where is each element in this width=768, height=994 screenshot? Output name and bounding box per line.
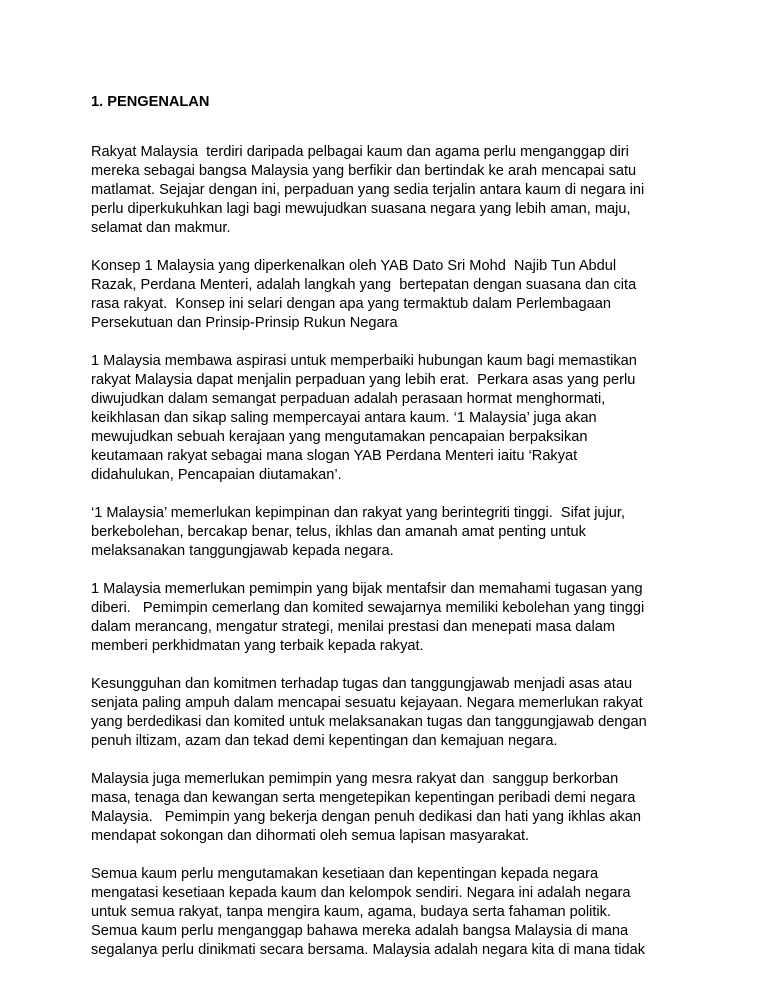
text-line: perlu diperkukuhkan lagi bagi mewujudkan suasana negara yang lebih aman, maju, [91, 201, 631, 217]
text-line: Kesungguhan dan komitmen terhadap tugas dan tanggungjawab menjadi asas atau [91, 676, 633, 692]
text-line: matlamat. Sejajar dengan ini, perpaduan yang sedia terjalin antara kaum di negara ini [91, 182, 645, 198]
paragraph-1 [91, 143, 691, 238]
paragraph-6 [91, 675, 691, 751]
paragraph-3 [91, 352, 691, 485]
text-line: memberi perkhidmatan yang terbaik kepada rakyat. [91, 638, 424, 654]
text-line: rakyat Malaysia dapat menjalin perpaduan yang lebih erat. Perkara asas yang perlu [91, 372, 636, 388]
text-line: Persekutuan dan Prinsip-Prinsip Rukun Negara [91, 315, 398, 331]
text-line: selamat dan makmur. [91, 220, 231, 236]
text-line: untuk semua rakyat, tanpa mengira kaum, agama, budaya serta fahaman politik. [91, 904, 611, 920]
text-line: diberi. Pemimpin cemerlang dan komited sewajarnya memiliki kebolehan yang tinggi [91, 600, 645, 616]
text-line: dalam merancang, mengatur strategi, menilai prestasi dan menepati masa dalam [91, 619, 616, 635]
text-line: ‘1 Malaysia’ memerlukan kepimpinan dan rakyat yang berintegriti tinggi. Sifat jujur, [91, 505, 626, 521]
paragraph-4 [91, 504, 691, 561]
text-line: mewujudkan sebuah kerajaan yang mengutamakan pencapaian berpaksikan [91, 429, 588, 445]
text-line: keikhlasan dan sikap saling mempercayai antara kaum. ‘1 Malaysia’ juga akan [91, 410, 597, 426]
text-line: Semua kaum perlu menganggap bahawa mereka adalah bangsa Malaysia di mana [91, 923, 629, 939]
text-line: Konsep 1 Malaysia yang diperkenalkan oleh YAB Dato Sri Mohd Najib Tun Abdul [91, 258, 617, 274]
text-line: mereka sebagai bangsa Malaysia yang berfikir dan bertindak ke arah mencapai satu [91, 163, 637, 179]
text-line: Malaysia. Pemimpin yang bekerja dengan penuh dedikasi dan hati yang ikhlas akan [91, 809, 642, 825]
paragraph-7 [91, 770, 691, 846]
text-line: masa, tenaga dan kewangan serta mengetepikan kepentingan peribadi demi negara [91, 790, 636, 806]
text-line: senjata paling ampuh dalam mencapai sesuatu kejayaan. Negara memerlukan rakyat [91, 695, 643, 711]
text-line: penuh iltizam, azam dan tekad demi kepentingan dan kemajuan negara. [91, 733, 558, 749]
text-line: Razak, Perdana Menteri, adalah langkah yang bertepatan dengan suasana dan cita [91, 277, 637, 293]
text-line: Semua kaum perlu mengutamakan kesetiaan dan kepentingan kepada negara [91, 866, 599, 882]
text-line: mengatasi kesetiaan kepada kaum dan kelompok sendiri. Negara ini adalah negara [91, 885, 631, 901]
text-line: mendapat sokongan dan dihormati oleh semua lapisan masyarakat. [91, 828, 530, 844]
text-line: rasa rakyat. Konsep ini selari dengan apa yang termaktub dalam Perlembagaan [91, 296, 612, 312]
text-line: 1 Malaysia memerlukan pemimpin yang bijak mentafsir dan memahami tugasan yang [91, 581, 643, 597]
section-heading: 1. PENGENALAN [91, 94, 210, 110]
text-line: yang berdedikasi dan komited untuk melaksanakan tugas dan tanggungjawab dengan [91, 714, 647, 730]
text-line: 1 Malaysia membawa aspirasi untuk memperbaiki hubungan kaum bagi memastikan [91, 353, 637, 369]
paragraph-5 [91, 580, 691, 656]
text-line: Malaysia juga memerlukan pemimpin yang mesra rakyat dan sanggup berkorban [91, 771, 619, 787]
text-line: Rakyat Malaysia terdiri daripada pelbagai kaum dan agama perlu menganggap diri [91, 144, 629, 160]
text-line: melaksanakan tanggungjawab kepada negara. [91, 543, 394, 559]
text-line: berkebolehan, bercakap benar, telus, ikhlas dan amanah amat penting untuk [91, 524, 586, 540]
text-line: diwujudkan dalam semangat perpaduan adalah perasaan hormat menghormati, [91, 391, 606, 407]
text-line: segalanya perlu dinikmati secara bersama. Malaysia adalah negara kita di mana tidak [91, 942, 646, 958]
paragraph-8 [91, 865, 691, 960]
document-body [91, 93, 691, 979]
text-line: didahulukan, Pencapaian diutamakan’. [91, 467, 342, 483]
text-line: keutamaan rakyat sebagai mana slogan YAB Perdana Menteri iaitu ‘Rakyat [91, 448, 578, 464]
paragraph-2 [91, 257, 691, 333]
